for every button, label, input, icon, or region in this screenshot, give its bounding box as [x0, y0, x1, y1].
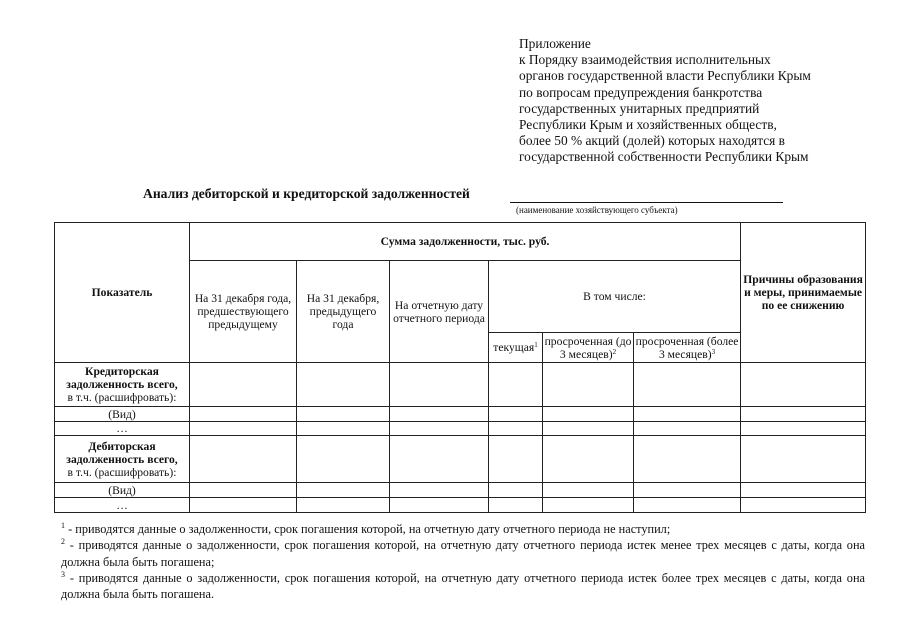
header-overdue-over-3: просроченная (более 3 месяцев)$^3$ [634, 333, 741, 363]
header-including: В том числе: [489, 261, 741, 333]
table-row [55, 483, 866, 498]
table-row [55, 407, 866, 422]
footnote: $^1$ - приводятся данные о задолженности, срок погашения которой, на отчетную дату отчетного периода не наступил; [61, 521, 671, 536]
appendix-line: государственной собственности Республики Крым [519, 149, 809, 165]
entity-name-hint: (наименование хозяйствующего субъекта) [516, 205, 678, 215]
appendix-line: органов государственной власти Республики Крым [519, 68, 811, 84]
appendix-line: Приложение [519, 36, 591, 51]
header-indicator: Показатель [55, 223, 190, 363]
row-ellipsis: … [55, 422, 190, 436]
table-row [55, 498, 866, 513]
row-kind: (Вид) [55, 407, 190, 422]
appendix-line: государственных унитарных предприятий [519, 100, 760, 116]
entity-name-field-line [510, 202, 783, 203]
footnote: $^3$ - приводятся данные о задолженности, срок погашения которой, на отчетную дату отчетного периода истек более трех месяцев с даты, когда она должна была быть погашена. [61, 569, 865, 602]
row-receivables-total: Дебиторская задолженность всего, в т.ч. (расшифровать): [55, 436, 190, 483]
header-prev-year: На 31 декабря, предыдущего года [297, 261, 390, 363]
header-current-debt: текущая$^1$ [489, 333, 543, 363]
appendix-line: более 50 % акций (долей) которых находятся в [519, 133, 785, 149]
table-row [55, 436, 866, 483]
appendix-line: по вопросам предупреждения банкротства [519, 84, 763, 100]
header-reasons: Причины образования и меры, принимаемые по ее снижению [741, 223, 866, 363]
footnote: $^2$ - приводятся данные о задолженности, срок погашения которой, на отчетную дату отчетного периода истек менее трех месяцев с даты, когда она должна была быть погашена; [61, 537, 865, 569]
appendix-header [519, 36, 811, 166]
row-ellipsis: … [55, 498, 190, 513]
header-reporting-date: На отчетную дату отчетного периода [390, 261, 489, 363]
header-debt-sum: Сумма задолженности, тыс. руб. [190, 223, 741, 261]
appendix-line: к Порядку взаимодействия исполнительных [519, 52, 771, 68]
row-payables-total: Кредиторская задолженность всего, в т.ч. (расшифровать): [55, 363, 190, 407]
document-title: Анализ дебиторской и кредиторской задолженностей [143, 186, 470, 201]
footnotes [61, 521, 865, 602]
header-prev-prev-year: На 31 декабря года, предшествующего предыдущему [190, 261, 297, 363]
row-kind: (Вид) [55, 483, 190, 498]
debt-analysis-table [54, 222, 866, 513]
table-row [55, 363, 866, 407]
header-overdue-up-to-3: просроченная (до 3 месяцев)$^2$ [543, 333, 634, 363]
appendix-line: Республики Крым и хозяйственных обществ, [519, 117, 777, 133]
table-row [55, 422, 866, 436]
